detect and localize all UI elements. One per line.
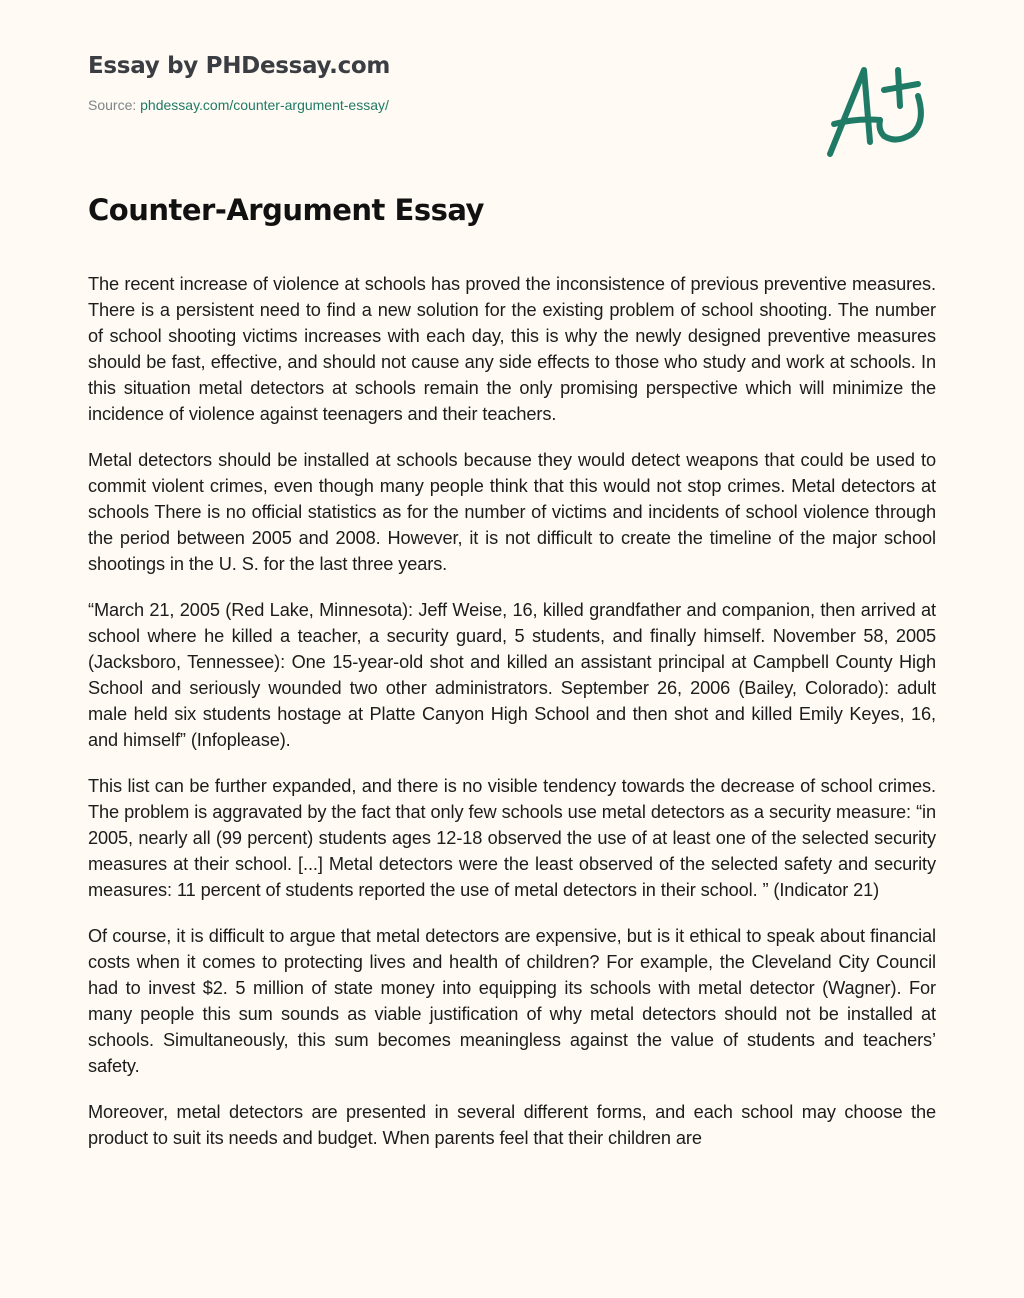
essay-body (88, 271, 936, 1171)
source-label: Source: (88, 97, 141, 113)
paragraph: “March 21, 2005 (Red Lake, Minnesota): Jeff Weise, 16, killed grandfather and companion, then arrived at school where he killed a teacher, a security guard, 5 students, and finally himself. November 58, 2005 (Jacksboro, Tennessee): One 15-year-old shot and killed an assistant principal at Campbell County High School and seriously wounded two other administrators. September 26, 2006 (Bailey, Colorado): adult male held six students hostage at Platte Canyon High School and then shot and killed Emily Keyes, 16, and himself” (Infoplease). (88, 600, 936, 750)
paragraph: The recent increase of violence at schools has proved the inconsistence of previous preventive measures. There is a persistent need to find a new solution for the existing problem of school shooting. The number of school shooting victims increases with each day, this is why the newly designed preventive measures should be fast, effective, and should not cause any side effects to those who study and work at schools. In this situation metal detectors at schools remain the only promising perspective which will minimize the incidence of violence against teenagers and their teachers. (88, 274, 936, 424)
page-header (88, 50, 390, 114)
paragraph: This list can be further expanded, and there is no visible tendency towards the decrease of school crimes. The problem is aggravated by the fact that only few schools use metal detectors as a security measure: “in 2005, nearly all (99 percent) students ages 12-18 observed the use of at least one of the selected security measures at their school. [...] Metal detectors were the least observed of the selected safety and security measures: 11 percent of students reported the use of metal detectors in their school. ” (Indicator 21) (88, 776, 936, 900)
source-link[interactable]: phdessay.com/counter-argument-essay/ (140, 97, 389, 113)
a-plus-grade-icon (822, 62, 932, 162)
site-title: Essay by PHDessay.com (88, 53, 391, 79)
source-line (88, 96, 390, 114)
document-title: Counter-Argument Essay (88, 193, 484, 227)
paragraph: Of course, it is difficult to argue that metal detectors are expensive, but is it ethical to speak about financial costs when it comes to protecting lives and health of children? For example, the Cleveland City Council had to invest $2. 5 million of state money into equipping its schools with metal detector (Wagner). For many people this sum sounds as viable justification of why metal detectors should not be installed at schools. Simultaneously, this sum becomes meaningless against the value of students and teachers’ safety. (88, 926, 936, 1076)
paragraph: Moreover, metal detectors are presented in several different forms, and each school may choose the product to suit its needs and budget. When parents feel that their children are (88, 1102, 936, 1148)
paragraph: Metal detectors should be installed at schools because they would detect weapons that could be used to commit violent crimes, even though many people think that this would not stop crimes. Metal detectors at schools There is no official statistics as for the number of victims and incidents of school violence through the period between 2005 and 2008. However, it is not difficult to create the timeline of the major school shootings in the U. S. for the last three years. (88, 450, 936, 574)
